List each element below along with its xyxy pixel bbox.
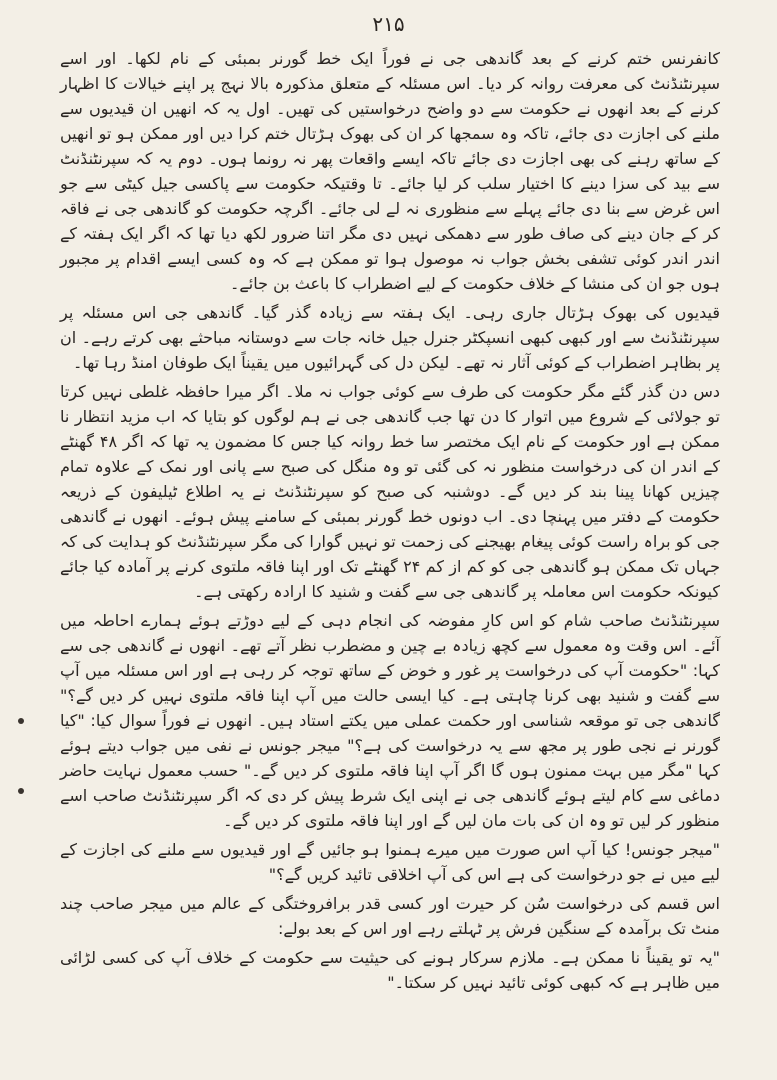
margin-mark	[18, 718, 24, 724]
paragraph: سپرنٹنڈنٹ صاحب شام کو اس کارِ مفوضہ کی انجام دہی کے لیے دوڑتے ہوئے ہمارے احاطہ میں آئے۔ اس وقت وہ معمول سے کچھ زیادہ بے چین و مضطرب نظر آتے تھے۔ انھوں نے گاندھی جی سے کہا: "حکومت آپ کی درخواست پر غور و خوض کے ساتھ توجہ کر رہی ہے اور اس مسئلہ میں آپ سے گفت و شنید بھی کرنا چاہتی ہے۔ کیا ایسی حالت میں آپ اپنا فاقہ ملتوی نہیں کر دیں گے؟" گاندھی جی تو موقعہ شناسی اور حکمت عملی میں یکتے استاد ہیں۔ انھوں نے فوراً سوال کیا: "کیا گورنر نے نجی طور پر مجھ سے یہ درخواست کی ہے؟" میجر جونس نے نفی میں جواب دیتے ہوئے کہا "مگر میں بہت ممنون ہوں گا اگر آپ اپنا فاقہ ملتوی کر دیں گے۔" حسب معمول نہایت حاضر دماغی سے کام لیتے ہوئے گاندھی جی نے اپنی ایک شرط پیش کر دی کہ اگر سپرنٹنڈنٹ صاحب اسے منظور کر لیں تو وہ ان کی بات مان لیں گے اور اپنا فاقہ ملتوی کر دیں گے۔	[60, 611, 720, 830]
paragraph: اس قسم کی درخواست سُن کر حیرت اور کسی قدر برافروختگی کے عالم میں میجر صاحب چند منٹ تک برآمدہ کے سنگین فرش پر ٹہلتے رہے اور اس کے بعد بولے:	[60, 894, 720, 938]
paragraph: کانفرنس ختم کرنے کے بعد گاندھی جی نے فوراً ایک خط گورنر بمبئی کے نام لکھا۔ اور اسے سپرنٹنڈنٹ کی معرفت روانہ کر دیا۔ اس مسئلہ کے متعلق مذکورہ بالا نہج پر اپنے خیالات کا اظہار کرنے کے بعد انھوں نے حکومت سے دو واضح درخواستیں کی تھیں۔ اول یہ کہ انھیں ان قیدیوں سے ملنے کی اجازت دی جائے، تاکہ وہ سمجھا کر ان کی بھوک ہڑتال ختم کرا دیں اور ممکن ہو تو انھیں کے ساتھ رہنے کی بھی اجازت دی جائے تاکہ ایسے واقعات پھر نہ رونما ہوں۔ دوم یہ کہ سپرنٹنڈنٹ سے بید کی سزا دینے کا اختیار سلب کر لیا جائے۔ تا وقتیکہ حکومت سے پاکسی جیل کیٹی سے جو اس غرض سے بنا دی جائے پہلے سے منظوری نہ لے لی جائے۔ اگرچہ حکومت کو گاندھی جی نے فاقہ کر کے جان دینے کی صاف طور سے دھمکی نہیں دی مگر اتنا ضرور لکھ دیا تھا کہ اگر ایک ہفتہ کے اندر اندر کوئی تشفی بخش جواب نہ موصول ہوا تو ممکن ہے کہ وہ کسی ایسے اقدام پر مجبور ہوں جو ان کی منشا کے خلاف حکومت کے لیے اضطراب کا باعث بن جائے۔	[60, 49, 721, 293]
paragraph: "میجر جونس! کیا آپ اس صورت میں میرے ہمنوا ہو جائیں گے اور قیدیوں سے ملنے کی اجازت کے لیے میں نے جو درخواست کی ہے اس کی آپ اخلاقی تائید کریں گے؟"	[60, 840, 720, 884]
paragraph: "یہ تو یقیناً نا ممکن ہے۔ ملازم سرکار ہونے کی حیثیت سے حکومت کے خلاف آپ کی کسی لڑائی میں ظاہر ہے کہ کبھی کوئی تائید نہیں کر سکتا۔"	[60, 948, 720, 992]
paragraph: قیدیوں کی بھوک ہڑتال جاری رہی۔ ایک ہفتہ سے زیادہ گذر گیا۔ گاندھی جی اس مسئلہ پر سپرنٹنڈنٹ سے اور کبھی کبھی انسپکٹر جنرل جیل خانہ جات سے دوستانہ مباحثے بھی کرتے رہے۔ ان پر بظاہر اضطراب کے کوئی آثار نہ تھے۔ لیکن دل کی گہرائیوں میں یقیناً ایک طوفان امنڈ رہا تھا۔	[60, 303, 720, 372]
margin-mark	[18, 788, 24, 794]
body-text	[60, 46, 720, 999]
paragraph: دس دن گذر گئے مگر حکومت کی طرف سے کوئی جواب نہ ملا۔ اگر میرا حافظہ غلطی نہیں کرتا تو جولائی کے شروع میں اتوار کا دن تھا جب گاندھی جی نے ہم لوگوں کو بتایا کہ اب مزید انتظار نا ممکن ہے اور حکومت کے نام ایک مختصر سا خط روانہ کیا جس کا مضمون یہ تھا کہ اگر ۴۸ گھنٹے کے اندر ان کی درخواست منظور نہ کی گئی تو وہ منگل کی صبح سے پانی اور نمک کے علاوہ تمام چیزیں کھانا پینا بند کر دیں گے۔ دوشنبہ کی صبح کو سپرنٹنڈنٹ نے یہ اطلاع ٹیلیفون کے ذریعہ حکومت کے دفتر میں پہنچا دی۔ اب دونوں خط گورنر بمبئی کے سامنے پیش ہوئے۔ انھوں نے گاندھی جی کو براہ راست کوئی پیغام بھیجنے کی زحمت تو نہیں گوارا کی مگر سپرنٹنڈنٹ کو ہدایت کی کہ جہاں تک ممکن ہو گاندھی جی کو کم از کم ۲۴ گھنٹے تک اور اپنا فاقہ ملتوی کرنے پر آمادہ کیا جائے کیونکہ حکومت اس معاملہ پر گاندھی جی سے گفت و شنید کا ارادہ رکھتی ہے۔	[60, 382, 721, 601]
page-number: ۲۱۵	[372, 12, 405, 36]
